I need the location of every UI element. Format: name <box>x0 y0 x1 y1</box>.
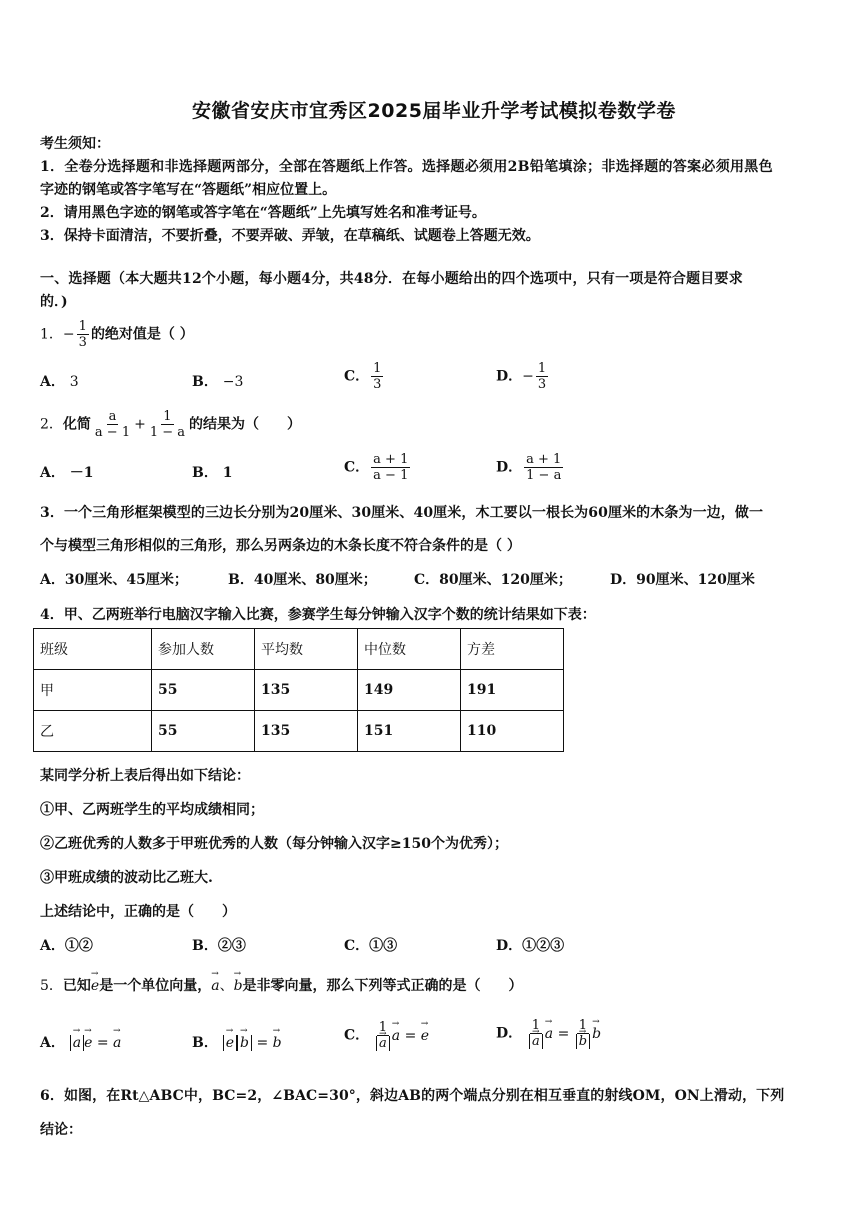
option-d[interactable]: D．①②③ <box>496 938 565 954</box>
notice-item: 2．请用黑色字迹的钢笔或答字笔在“答题纸”上先填写姓名和准考证号。 <box>40 205 486 221</box>
question-2: 2．化简 $\frac{a}{a - 1}$ + $\frac{1}{1 - a}$ 的结果为（ ） <box>40 409 302 440</box>
option-c[interactable]: C．①③ <box>344 938 398 954</box>
table-header-cell: 中位数 <box>358 629 461 670</box>
option-d[interactable]: D．90厘米、120厘米 <box>610 572 755 588</box>
option-c[interactable]: C． $\frac{a + 1}{a - 1}$ <box>344 452 409 483</box>
table-header-cell: 平均数 <box>255 629 358 670</box>
question-5: 5．已知→ e是一个单位向量，→ a、→ b是非零向量，那么下列等式正确的是（ ） <box>40 975 523 995</box>
table-header-cell: 参加人数 <box>152 629 255 670</box>
question-number: 2． <box>40 416 63 433</box>
option-a[interactable]: A． → a→ e = → a <box>40 1032 121 1052</box>
option-a[interactable]: A．30厘米、45厘米； <box>40 572 188 588</box>
option-d[interactable]: D． $\frac{a + 1}{1 - a}$ <box>496 452 562 483</box>
table-cell: 甲 <box>34 670 152 711</box>
question-number: 5． <box>40 978 63 994</box>
question-3-cont: 个与模型三角形相似的三角形，那么另两条边的木条长度不符合条件的是（ ） <box>40 538 521 554</box>
option-c[interactable]: C．80厘米、120厘米； <box>414 572 572 588</box>
option-c[interactable]: C． 1 → a → a = → e <box>344 1020 429 1051</box>
option-b[interactable]: B．40厘米、80厘米； <box>228 572 377 588</box>
conclusion-intro: 某同学分析上表后得出如下结论： <box>40 768 250 784</box>
option-a[interactable]: A． 3 <box>40 374 79 390</box>
section-heading-cont: 的．) <box>40 294 68 310</box>
option-b[interactable]: B． → e→ b = → b <box>192 1032 282 1052</box>
question-6: 6．如图，在Rt△ABC中，BC=2，∠BAC=30°，斜边AB的两个端点分别在相互垂直的射线OM，ON上滑动，下列 <box>40 1088 785 1104</box>
table-cell: 110 <box>461 711 564 752</box>
table-cell: 151 <box>358 711 461 752</box>
table-cell: 135 <box>255 670 358 711</box>
table-cell: 55 <box>152 711 255 752</box>
conclusion-1: ①甲、乙两班学生的平均成绩相同； <box>40 802 264 818</box>
table-cell: 135 <box>255 711 358 752</box>
section-heading: 一、选择题（本大题共12个小题，每小题4分，共48分．在每小题给出的四个选项中，只有一项是符合题目要求 <box>40 271 743 287</box>
option-b[interactable]: B． −3 <box>192 374 244 390</box>
question-4: 4．甲、乙两班举行电脑汉字输入比赛，参赛学生每分钟输入汉字个数的统计结果如下表： <box>40 607 596 623</box>
table-header-cell: 方差 <box>461 629 564 670</box>
stats-table <box>33 628 564 752</box>
notice-item: 3．保持卡面清洁，不要折叠，不要弄破、弄皱，在草稿纸、试题卷上答题无效。 <box>40 228 540 244</box>
option-b[interactable]: B．②③ <box>192 938 246 954</box>
option-b[interactable]: B． 1 <box>192 465 233 481</box>
option-a[interactable]: A．①② <box>40 938 93 954</box>
table-row <box>34 670 564 711</box>
question-6-cont: 结论： <box>40 1122 82 1138</box>
question-1: 1．− $\frac{1}{3}$ 的绝对值是（ ） <box>40 319 194 350</box>
table-cell: 149 <box>358 670 461 711</box>
table-header-cell: 班级 <box>34 629 152 670</box>
fraction: $\frac{1}{3}$ <box>78 319 87 350</box>
question-4-ask: 上述结论中，正确的是（ ） <box>40 904 236 920</box>
notice-item: 1．全卷分选择题和非选择题两部分，全部在答题纸上作答。选择题必须用2B铅笔填涂；非选择题的答案必须用黑色 <box>40 159 773 175</box>
notice-heading: 考生须知： <box>40 136 110 152</box>
conclusion-2: ②乙班优秀的人数多于甲班优秀的人数（每分钟输入汉字≥150个为优秀）； <box>40 836 508 852</box>
option-a[interactable]: A． －1 <box>40 465 94 481</box>
conclusion-3: ③甲班成绩的波动比乙班大. <box>40 870 213 886</box>
table-cell: 191 <box>461 670 564 711</box>
option-c[interactable]: C． $\frac{1}{3}$ <box>344 361 382 392</box>
table-cell: 乙 <box>34 711 152 752</box>
question-number: 1． <box>40 326 63 343</box>
option-d[interactable]: D． 1 → a → a = 1 → b → b <box>496 1018 601 1049</box>
option-d[interactable]: D．− $\frac{1}{3}$ <box>496 361 547 392</box>
question-3: 3．一个三角形框架模型的三边长分别为20厘米、30厘米、40厘米，木工要以一根长为60厘米的木条为一边，做一 <box>40 505 764 521</box>
page-title: 安徽省安庆市宜秀区2025届毕业升学考试模拟卷数学卷 <box>192 100 676 122</box>
table-cell: 55 <box>152 670 255 711</box>
table-row <box>34 711 564 752</box>
table-header-row <box>34 629 564 670</box>
notice-item: 字迹的钢笔或答字笔写在“答题纸”相应位置上。 <box>40 182 337 198</box>
